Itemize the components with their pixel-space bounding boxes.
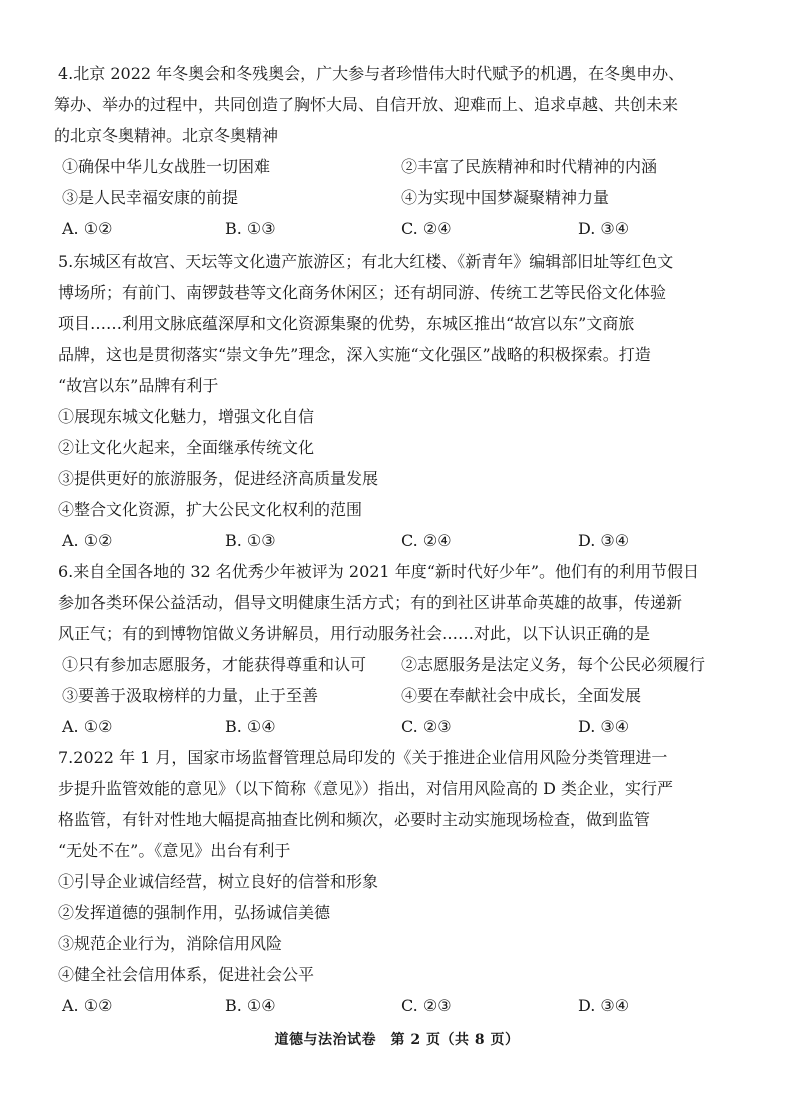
answer-choices: [58, 213, 748, 244]
stem-line: 风正气；有的到博物馆做义务讲解员，用行动服务社会……对此，以下认识正确的是: [58, 624, 651, 643]
stem-line: 7.2022 年 1 月，国家市场监督管理总局印发的《关于推进企业信用风险分类管理进一: [58, 748, 668, 767]
stem-line: 参加各类环保公益活动，倡导文明健康生活方式；有的到社区讲革命英雄的故事，传递新: [58, 593, 683, 612]
option-2: ②丰富了民族精神和时代精神的内涵: [401, 157, 658, 176]
stem-line: 项目……利用文脉底蕴深厚和文化资源集聚的优势，东城区推出“故宫以东”文商旅: [58, 314, 635, 333]
choice-b: B. ①③: [225, 531, 276, 550]
choice-c: C. ②④: [401, 531, 452, 550]
choice-d: D. ③④: [578, 717, 630, 736]
stem-line: 4.北京 2022 年冬奥会和冬残奥会，广大参与者珍惜伟大时代赋予的机遇，在冬奥申办、: [58, 64, 685, 83]
question-stem: [58, 246, 748, 401]
stem-line: 步提升监管效能的意见》（以下简称《意见》）指出，对信用风险高的 D 类企业，实行严: [58, 779, 674, 798]
question-4: [54, 58, 748, 244]
option-3: ③要善于汲取榜样的力量，止于至善: [62, 686, 319, 705]
choice-c: C. ②③: [401, 996, 452, 1015]
question-6: [58, 556, 748, 742]
option-row: [58, 649, 748, 680]
question-5: [58, 246, 748, 556]
option-1: ①只有参加志愿服务，才能获得尊重和认可: [62, 655, 367, 674]
choice-d: D. ③④: [578, 996, 630, 1015]
choice-b: B. ①④: [225, 996, 276, 1015]
answer-choices: [58, 990, 748, 1021]
option-3: ③是人民幸福安康的前提: [62, 188, 239, 207]
option-row: [58, 182, 748, 213]
choice-d: D. ③④: [578, 219, 630, 238]
option-1: ①引导企业诚信经营，树立良好的信誉和形象: [58, 872, 379, 891]
choice-a: A. ①②: [62, 996, 113, 1015]
option-2: ②发挥道德的强制作用，弘扬诚信美德: [58, 903, 331, 922]
option-row: [58, 151, 748, 182]
option-4: ④整合文化资源，扩大公民文化权利的范围: [58, 500, 363, 519]
choice-a: A. ①②: [62, 531, 113, 550]
question-stem: [58, 556, 748, 649]
option-2: ②让文化火起来，全面继承传统文化: [58, 438, 315, 457]
question-stem: [54, 58, 748, 151]
choice-c: C. ②③: [401, 717, 452, 736]
stem-line: 5.东城区有故宫、天坛等文化遗产旅游区；有北大红楼、《新青年》编辑部旧址等红色文: [58, 252, 674, 271]
option-1: ①展现东城文化魅力，增强文化自信: [58, 407, 315, 426]
stem-line: “无处不在”。《意见》出台有利于: [58, 841, 291, 860]
choice-b: B. ①④: [225, 717, 276, 736]
page-footer: 道德与法治试卷 第 2 页（共 8 页）: [274, 1032, 520, 1048]
answer-choices: [58, 525, 748, 556]
option-row: [58, 680, 748, 711]
option-1: ①确保中华儿女战胜一切困难: [62, 157, 271, 176]
question-7: [58, 742, 748, 1021]
answer-choices: [58, 711, 748, 742]
stem-line: “故宫以东”品牌有利于: [58, 376, 219, 395]
stem-line: 的北京冬奥精神。北京冬奥精神: [54, 126, 279, 145]
option-4: ④健全社会信用体系，促进社会公平: [58, 965, 315, 984]
option-3: ③规范企业行为，消除信用风险: [58, 934, 283, 953]
stem-line: 博场所；有前门、南锣鼓巷等文化商务休闲区；还有胡同游、传统工艺等民俗文化体验: [58, 283, 667, 302]
choice-c: C. ②④: [401, 219, 452, 238]
option-3: ③提供更好的旅游服务，促进经济高质量发展: [58, 469, 379, 488]
option-2: ②志愿服务是法定义务，每个公民必须履行: [401, 655, 706, 674]
choice-d: D. ③④: [578, 531, 630, 550]
stem-line: 格监管，有针对性地大幅提高抽查比例和频次，必要时主动实施现场检查，做到监管: [58, 810, 651, 829]
stem-line: 6.来自全国各地的 32 名优秀少年被评为 2021 年度“新时代好少年”。他们有的利用节假日: [58, 562, 700, 581]
stem-line: 筹办、举办的过程中，共同创造了胸怀大局、自信开放、迎难而上、追求卓越、共创未来: [54, 95, 679, 114]
option-4: ④要在奉献社会中成长，全面发展: [401, 686, 642, 705]
choice-b: B. ①③: [225, 219, 276, 238]
question-stem: [58, 742, 748, 866]
stem-line: 品牌，这也是贯彻落实“崇文争先”理念，深入实施“文化强区”战略的积极探索。打造: [58, 345, 651, 364]
option-4: ④为实现中国梦凝聚精神力量: [401, 188, 610, 207]
choice-a: A. ①②: [62, 219, 113, 238]
choice-a: A. ①②: [62, 717, 113, 736]
